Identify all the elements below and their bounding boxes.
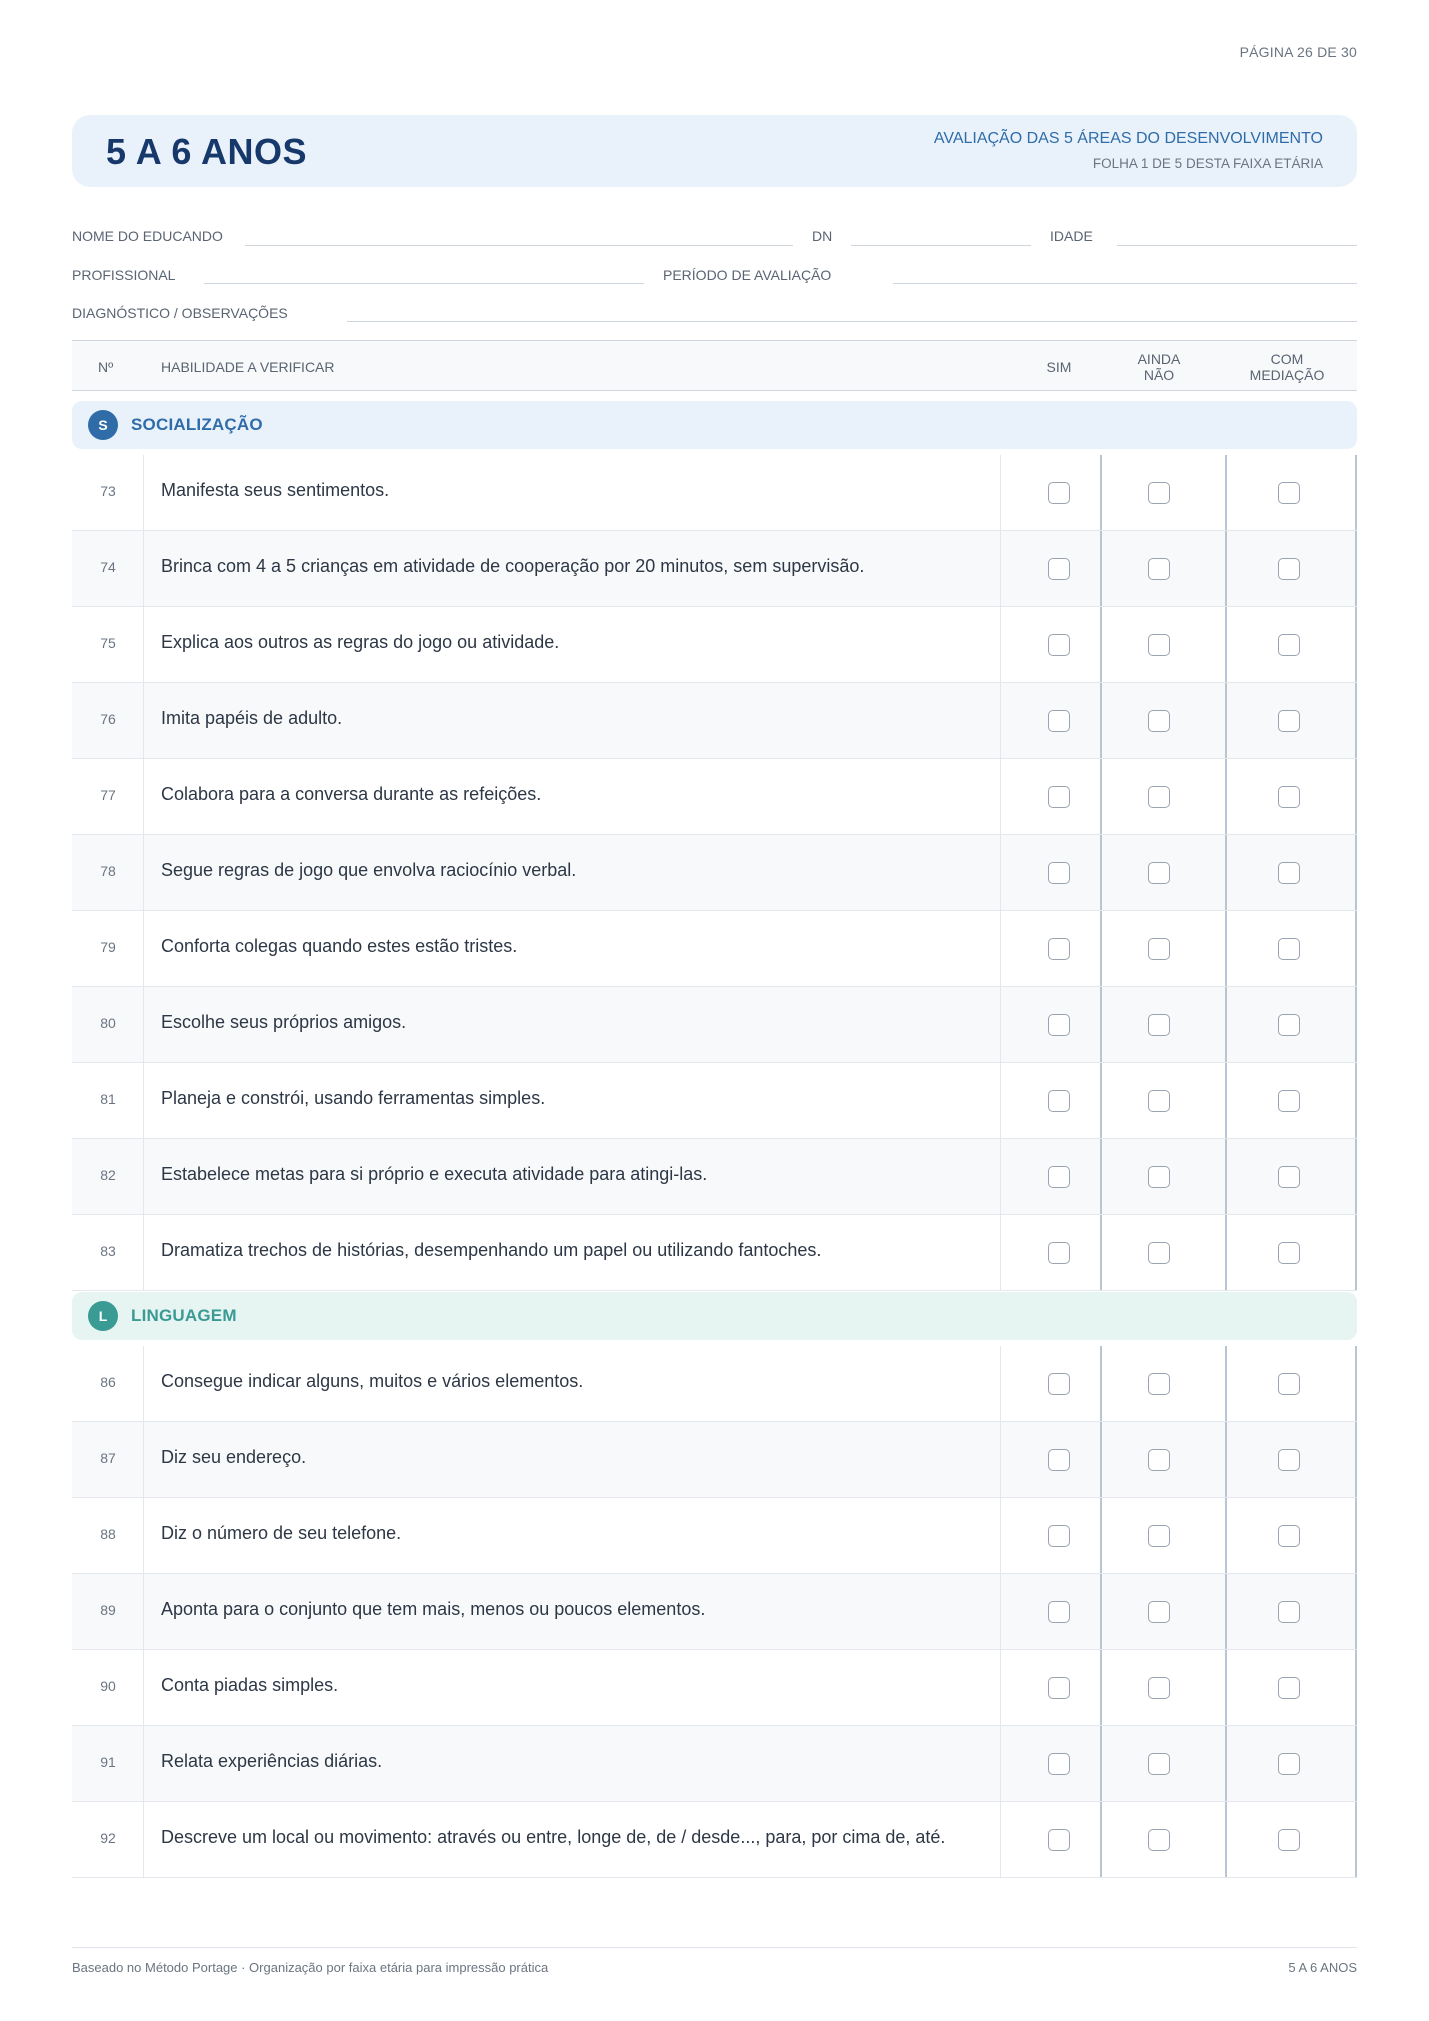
skill-text: Brinca com 4 a 5 crianças em atividade de cooperação por 20 minutos, sem supervisão. <box>161 556 865 576</box>
checkbox-with-mediation-cell <box>1278 938 1300 960</box>
column-divider <box>1225 911 1227 986</box>
footer-age-range: 5 A 6 ANOS <box>1288 1960 1357 1975</box>
table-row <box>72 1574 1357 1650</box>
diagnosis-label: DIAGNÓSTICO / OBSERVAÇÕES <box>72 305 288 321</box>
column-divider <box>1000 1063 1001 1138</box>
item-number: 74 <box>100 559 116 575</box>
checkbox-with-mediation-cell <box>1278 482 1300 504</box>
table-row <box>72 1063 1357 1139</box>
checkbox-yes[interactable] <box>1048 1090 1070 1112</box>
professional-label: PROFISSIONAL <box>72 267 176 283</box>
column-divider <box>1355 987 1357 1062</box>
table-row <box>72 911 1357 987</box>
checkbox-with-mediation-cell <box>1278 1166 1300 1188</box>
column-divider <box>1000 1802 1001 1877</box>
skill-text: Consegue indicar alguns, muitos e vários elementos. <box>161 1371 584 1391</box>
table-row <box>72 1346 1357 1422</box>
column-divider <box>1355 835 1357 910</box>
checkbox-yes-cell <box>1048 786 1070 808</box>
skill-text: Dramatiza trechos de histórias, desempenhando um papel ou utilizando fantoches. <box>161 1240 822 1260</box>
column-header-yes: SIM <box>1046 359 1072 375</box>
checkbox-yes-cell <box>1048 1525 1070 1547</box>
checkbox-yes-cell <box>1048 558 1070 580</box>
checkbox-with-mediation-cell <box>1278 1090 1300 1112</box>
column-divider <box>143 1650 144 1725</box>
column-divider <box>1100 455 1102 530</box>
skill-text: Relata experiências diárias. <box>161 1751 383 1771</box>
checkbox-with-mediation-cell <box>1278 1525 1300 1547</box>
checkbox-yes[interactable] <box>1048 634 1070 656</box>
column-divider <box>143 683 144 758</box>
checkbox-with-mediation-cell <box>1278 786 1300 808</box>
section-title: SOCIALIZAÇÃO <box>131 415 263 434</box>
column-divider <box>1225 1498 1227 1573</box>
section-badge: L <box>88 1301 118 1331</box>
checkbox-with-mediation-cell <box>1278 1014 1300 1036</box>
checkbox-with-mediation[interactable] <box>1278 1829 1300 1851</box>
item-number: 92 <box>100 1830 116 1846</box>
section-rows-linguagem <box>72 1346 1357 1878</box>
column-divider <box>1100 1346 1102 1421</box>
checkbox-not-yet-cell <box>1148 1525 1170 1547</box>
column-divider <box>143 1574 144 1649</box>
column-divider <box>1355 759 1357 834</box>
checkbox-yes-cell <box>1048 1829 1070 1851</box>
footer-divider <box>72 1947 1357 1948</box>
column-divider <box>1000 531 1001 606</box>
column-divider <box>143 1139 144 1214</box>
skill-text: Manifesta seus sentimentos. <box>161 480 390 500</box>
table-row <box>72 835 1357 911</box>
checkbox-not-yet-cell <box>1148 786 1170 808</box>
item-number: 88 <box>100 1526 116 1542</box>
checkbox-yes[interactable] <box>1048 862 1070 884</box>
column-divider <box>143 759 144 834</box>
column-divider <box>1225 1215 1227 1290</box>
checkbox-yes-cell <box>1048 482 1070 504</box>
column-divider <box>1000 683 1001 758</box>
column-divider <box>1000 1215 1001 1290</box>
title-card <box>72 115 1357 187</box>
checkbox-with-mediation[interactable] <box>1278 634 1300 656</box>
item-number: 86 <box>100 1374 116 1390</box>
skill-text: Descreve um local ou movimento: através ou entre, longe de, de / desde..., para, por cima de, até. <box>161 1827 946 1847</box>
column-divider <box>1225 987 1227 1062</box>
column-divider <box>1225 1346 1227 1421</box>
section-header-linguagem <box>72 1292 1357 1340</box>
column-divider <box>1355 1422 1357 1497</box>
checkbox-not-yet-cell <box>1148 482 1170 504</box>
checkbox-not-yet-cell <box>1148 1829 1170 1851</box>
diagnosis-line[interactable] <box>347 321 1357 322</box>
checkbox-yes-cell <box>1048 1449 1070 1471</box>
checkbox-yes[interactable] <box>1048 1014 1070 1036</box>
table-row <box>72 987 1357 1063</box>
column-divider <box>1100 1498 1102 1573</box>
column-divider <box>1000 911 1001 986</box>
column-divider <box>1000 1726 1001 1801</box>
column-divider <box>1355 531 1357 606</box>
checkbox-with-mediation[interactable] <box>1278 1373 1300 1395</box>
column-divider <box>1355 683 1357 758</box>
checkbox-yes[interactable] <box>1048 1601 1070 1623</box>
item-number: 78 <box>100 863 116 879</box>
section-badge: S <box>88 410 118 440</box>
checkbox-yes-cell <box>1048 1166 1070 1188</box>
column-divider <box>143 607 144 682</box>
column-divider <box>1355 1802 1357 1877</box>
column-divider <box>143 1726 144 1801</box>
column-divider <box>1100 1802 1102 1877</box>
column-header-not-yet-line1: AINDA <box>1137 351 1181 367</box>
column-divider <box>1355 1498 1357 1573</box>
checkbox-yes-cell <box>1048 634 1070 656</box>
column-divider <box>1225 1139 1227 1214</box>
column-divider <box>1100 1726 1102 1801</box>
checkbox-with-mediation-cell <box>1278 1753 1300 1775</box>
column-divider <box>1355 1650 1357 1725</box>
table-row <box>72 759 1357 835</box>
checkbox-with-mediation-cell <box>1278 1373 1300 1395</box>
checkbox-not-yet[interactable] <box>1148 1829 1170 1851</box>
checkbox-with-mediation-cell <box>1278 1829 1300 1851</box>
checkbox-not-yet-cell <box>1148 1373 1170 1395</box>
table-row <box>72 607 1357 683</box>
column-divider <box>1355 911 1357 986</box>
column-divider <box>1355 1139 1357 1214</box>
column-divider <box>1225 1063 1227 1138</box>
skill-text: Explica aos outros as regras do jogo ou atividade. <box>161 632 560 652</box>
column-divider <box>1000 1574 1001 1649</box>
column-divider <box>1000 1346 1001 1421</box>
item-number: 77 <box>100 787 116 803</box>
column-divider <box>1355 455 1357 530</box>
dob-line[interactable] <box>851 245 1031 246</box>
age-line[interactable] <box>1117 245 1357 246</box>
column-divider <box>1225 759 1227 834</box>
student-name-label: NOME DO EDUCANDO <box>72 228 223 244</box>
section-title: LINGUAGEM <box>131 1306 237 1325</box>
checkbox-yes-cell <box>1048 1373 1070 1395</box>
checkbox-with-mediation[interactable] <box>1278 558 1300 580</box>
checkbox-with-mediation[interactable] <box>1278 1166 1300 1188</box>
table-row <box>72 1498 1357 1574</box>
checkbox-with-mediation-cell <box>1278 634 1300 656</box>
item-number: 81 <box>100 1091 116 1107</box>
column-divider <box>1100 1574 1102 1649</box>
checkbox-not-yet-cell <box>1148 710 1170 732</box>
column-divider <box>1225 1802 1227 1877</box>
checkbox-not-yet[interactable] <box>1148 1601 1170 1623</box>
column-divider <box>143 1498 144 1573</box>
checkbox-not-yet[interactable] <box>1148 862 1170 884</box>
checkbox-not-yet-cell <box>1148 1449 1170 1471</box>
item-number: 83 <box>100 1243 116 1259</box>
checkbox-yes[interactable] <box>1048 1373 1070 1395</box>
column-divider <box>143 1802 144 1877</box>
column-header-with-mediation-line2: MEDIAÇÃO <box>1249 367 1325 383</box>
age-label: IDADE <box>1050 228 1093 244</box>
checkbox-not-yet-cell <box>1148 558 1170 580</box>
checkbox-yes[interactable] <box>1048 710 1070 732</box>
page-title: 5 A 6 ANOS <box>106 131 308 172</box>
checkbox-yes[interactable] <box>1048 1525 1070 1547</box>
checkbox-with-mediation[interactable] <box>1278 1677 1300 1699</box>
checkbox-with-mediation-cell <box>1278 1242 1300 1264</box>
checkbox-not-yet[interactable] <box>1148 1166 1170 1188</box>
skill-text: Diz o número de seu telefone. <box>161 1523 402 1543</box>
column-divider <box>1000 759 1001 834</box>
skill-text: Segue regras de jogo que envolva raciocínio verbal. <box>161 860 577 880</box>
checkbox-yes[interactable] <box>1048 1166 1070 1188</box>
column-divider <box>143 455 144 530</box>
checkbox-with-mediation[interactable] <box>1278 1090 1300 1112</box>
section-header-socializacao <box>72 401 1357 449</box>
checkbox-not-yet-cell <box>1148 634 1170 656</box>
checkbox-not-yet-cell <box>1148 1090 1170 1112</box>
skill-text: Imita papéis de adulto. <box>161 708 343 728</box>
student-name-line[interactable] <box>245 245 793 246</box>
evaluation-title: AVALIAÇÃO DAS 5 ÁREAS DO DESENVOLVIMENTO <box>933 130 1323 147</box>
column-divider <box>1100 1063 1102 1138</box>
checkbox-not-yet-cell <box>1148 862 1170 884</box>
checkbox-not-yet[interactable] <box>1148 558 1170 580</box>
column-divider <box>1355 607 1357 682</box>
table-row <box>72 455 1357 531</box>
checkbox-yes[interactable] <box>1048 1753 1070 1775</box>
checkbox-not-yet[interactable] <box>1148 634 1170 656</box>
column-divider <box>1000 835 1001 910</box>
table-header <box>72 340 1357 391</box>
checkbox-yes-cell <box>1048 1090 1070 1112</box>
checkbox-yes[interactable] <box>1048 558 1070 580</box>
column-divider <box>1355 1346 1357 1421</box>
skill-text: Escolhe seus próprios amigos. <box>161 1012 407 1032</box>
checkbox-with-mediation-cell <box>1278 862 1300 884</box>
column-divider <box>1225 607 1227 682</box>
column-divider <box>1100 911 1102 986</box>
checkbox-yes[interactable] <box>1048 1449 1070 1471</box>
item-number: 91 <box>100 1754 116 1770</box>
item-number: 79 <box>100 939 116 955</box>
checkbox-yes[interactable] <box>1048 1242 1070 1264</box>
checkbox-yes[interactable] <box>1048 482 1070 504</box>
column-divider <box>1100 607 1102 682</box>
skill-text: Diz seu endereço. <box>161 1447 307 1467</box>
table-row <box>72 1139 1357 1215</box>
column-divider <box>1225 1422 1227 1497</box>
section-rows-socializacao <box>72 455 1357 1291</box>
column-divider <box>1100 759 1102 834</box>
skill-text: Estabelece metas para si próprio e executa atividade para atingi-las. <box>161 1164 708 1184</box>
table-row <box>72 1650 1357 1726</box>
checkbox-yes-cell <box>1048 862 1070 884</box>
footer-note: Baseado no Método Portage · Organização por faixa etária para impressão prática <box>72 1960 549 1975</box>
checkbox-not-yet[interactable] <box>1148 786 1170 808</box>
table-row <box>72 1726 1357 1802</box>
column-divider <box>1100 1139 1102 1214</box>
column-header-number: Nº <box>98 359 114 375</box>
item-number: 80 <box>100 1015 116 1031</box>
item-number: 82 <box>100 1167 116 1183</box>
column-divider <box>1225 1650 1227 1725</box>
evaluation-period-label: PERÍODO DE AVALIAÇÃO <box>663 267 832 283</box>
checkbox-with-mediation[interactable] <box>1278 1014 1300 1036</box>
professional-line[interactable] <box>204 283 644 284</box>
item-number: 87 <box>100 1450 116 1466</box>
column-divider <box>1100 531 1102 606</box>
column-divider <box>1225 455 1227 530</box>
checkbox-with-mediation[interactable] <box>1278 1525 1300 1547</box>
column-divider <box>1355 1063 1357 1138</box>
column-divider <box>1355 1574 1357 1649</box>
checkbox-not-yet-cell <box>1148 1242 1170 1264</box>
table-row <box>72 683 1357 759</box>
checkbox-not-yet[interactable] <box>1148 1373 1170 1395</box>
checkbox-not-yet[interactable] <box>1148 1449 1170 1471</box>
skill-text: Conta piadas simples. <box>161 1675 339 1695</box>
column-divider <box>1000 1139 1001 1214</box>
table-row <box>72 1802 1357 1878</box>
dob-label: DN <box>812 228 833 244</box>
column-divider <box>1000 455 1001 530</box>
checkbox-with-mediation[interactable] <box>1278 862 1300 884</box>
column-header-with-mediation-line1: COM <box>1270 351 1304 367</box>
checkbox-not-yet-cell <box>1148 1601 1170 1623</box>
checkbox-not-yet[interactable] <box>1148 710 1170 732</box>
checkbox-yes-cell <box>1048 1601 1070 1623</box>
checkbox-with-mediation[interactable] <box>1278 938 1300 960</box>
skill-text: Colabora para a conversa durante as refeições. <box>161 784 542 804</box>
item-number: 90 <box>100 1678 116 1694</box>
column-divider <box>143 911 144 986</box>
checkbox-with-mediation[interactable] <box>1278 1242 1300 1264</box>
column-header-not-yet-line2: NÃO <box>1143 367 1175 383</box>
column-divider <box>1225 683 1227 758</box>
column-divider <box>143 1063 144 1138</box>
checkbox-yes-cell <box>1048 938 1070 960</box>
checkbox-yes[interactable] <box>1048 1677 1070 1699</box>
table-row <box>72 1215 1357 1291</box>
item-number: 73 <box>100 483 116 499</box>
column-divider <box>1100 683 1102 758</box>
column-divider <box>143 1422 144 1497</box>
column-divider <box>1000 987 1001 1062</box>
column-header-not-yet <box>1124 351 1194 383</box>
column-divider <box>1225 531 1227 606</box>
checkbox-not-yet[interactable] <box>1148 1014 1170 1036</box>
skills-table <box>72 340 1357 1847</box>
item-number: 75 <box>100 635 116 651</box>
column-divider <box>1100 1422 1102 1497</box>
column-divider <box>1355 1215 1357 1290</box>
evaluation-period-line[interactable] <box>893 283 1357 284</box>
checkbox-with-mediation[interactable] <box>1278 710 1300 732</box>
column-divider <box>143 835 144 910</box>
checkbox-yes[interactable] <box>1048 786 1070 808</box>
checkbox-yes-cell <box>1048 710 1070 732</box>
table-row <box>72 531 1357 607</box>
skill-text: Planeja e constrói, usando ferramentas simples. <box>161 1088 546 1108</box>
checkbox-yes[interactable] <box>1048 938 1070 960</box>
sheet-info: FOLHA 1 DE 5 DESTA FAIXA ETÁRIA <box>1092 156 1323 171</box>
column-divider <box>1100 1650 1102 1725</box>
checkbox-with-mediation-cell <box>1278 1601 1300 1623</box>
checkbox-yes[interactable] <box>1048 1829 1070 1851</box>
checkbox-yes-cell <box>1048 1677 1070 1699</box>
column-divider <box>143 1346 144 1421</box>
checkbox-not-yet-cell <box>1148 1014 1170 1036</box>
column-divider <box>143 531 144 606</box>
checkbox-not-yet[interactable] <box>1148 482 1170 504</box>
checkbox-yes-cell <box>1048 1753 1070 1775</box>
checkbox-not-yet-cell <box>1148 938 1170 960</box>
skill-text: Aponta para o conjunto que tem mais, menos ou poucos elementos. <box>161 1599 706 1619</box>
checkbox-with-mediation-cell <box>1278 558 1300 580</box>
checkbox-with-mediation[interactable] <box>1278 482 1300 504</box>
checkbox-not-yet[interactable] <box>1148 1677 1170 1699</box>
checkbox-with-mediation-cell <box>1278 1449 1300 1471</box>
checkbox-not-yet-cell <box>1148 1166 1170 1188</box>
item-number: 76 <box>100 711 116 727</box>
skill-text: Conforta colegas quando estes estão tristes. <box>161 936 518 956</box>
column-divider <box>1225 1726 1227 1801</box>
checkbox-not-yet[interactable] <box>1148 1242 1170 1264</box>
item-number: 89 <box>100 1602 116 1618</box>
column-divider <box>143 1215 144 1290</box>
checkbox-with-mediation-cell <box>1278 710 1300 732</box>
checkbox-not-yet-cell <box>1148 1753 1170 1775</box>
page-number: PÁGINA 26 DE 30 <box>1239 44 1357 60</box>
column-divider <box>143 987 144 1062</box>
checkbox-with-mediation-cell <box>1278 1677 1300 1699</box>
checkbox-with-mediation[interactable] <box>1278 1449 1300 1471</box>
column-divider <box>1000 1650 1001 1725</box>
column-divider <box>1100 987 1102 1062</box>
column-divider <box>1355 1726 1357 1801</box>
checkbox-not-yet[interactable] <box>1148 1090 1170 1112</box>
column-divider <box>1100 835 1102 910</box>
checkbox-not-yet[interactable] <box>1148 1753 1170 1775</box>
checkbox-yes-cell <box>1048 1014 1070 1036</box>
column-header-with-mediation <box>1238 351 1336 383</box>
checkbox-with-mediation[interactable] <box>1278 1601 1300 1623</box>
checkbox-with-mediation[interactable] <box>1278 1753 1300 1775</box>
checkbox-yes-cell <box>1048 1242 1070 1264</box>
column-divider <box>1100 1215 1102 1290</box>
checkbox-not-yet[interactable] <box>1148 938 1170 960</box>
column-divider <box>1000 607 1001 682</box>
checkbox-not-yet[interactable] <box>1148 1525 1170 1547</box>
column-divider <box>1225 835 1227 910</box>
column-header-skill: HABILIDADE A VERIFICAR <box>161 359 335 375</box>
column-divider <box>1000 1422 1001 1497</box>
checkbox-with-mediation[interactable] <box>1278 786 1300 808</box>
column-divider <box>1000 1498 1001 1573</box>
table-row <box>72 1422 1357 1498</box>
column-divider <box>1225 1574 1227 1649</box>
checkbox-not-yet-cell <box>1148 1677 1170 1699</box>
